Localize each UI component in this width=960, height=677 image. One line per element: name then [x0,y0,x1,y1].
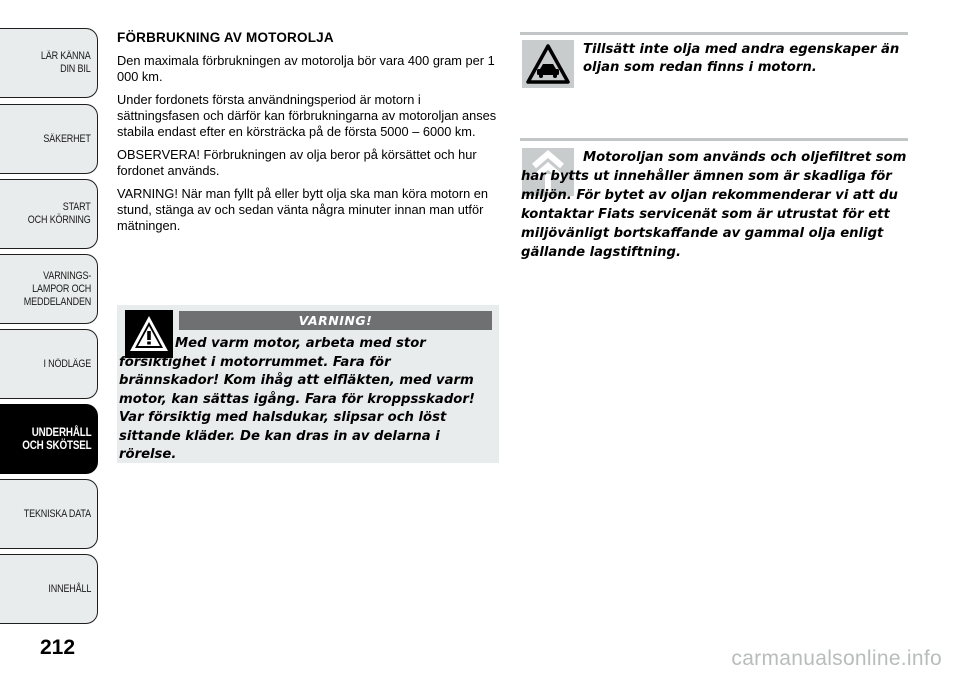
tab-label: INNEHÅLL [48,582,91,595]
warning-label: VARNING! [179,311,492,330]
tab-innehall[interactable] [0,554,98,624]
watermark: carmanualsonline.info [731,647,942,670]
car-caution-triangle-icon [522,40,574,88]
tab-tekniska-data[interactable] [0,479,98,549]
caution-text: Tillsätt inte olja med andra egenskaper än oljan som redan finns i motorn. [583,42,900,75]
environment-text: Motoroljan som används och oljefiltret som har bytts ut innehåller ämnen som är skadliga för miljön. För bytet av oljan rekommenderar vi att du kontaktar Fiats servicenät som är utrustat för ett miljövänligt bortskaffande av gammal olja enligt gällande lagstiftning. [521,150,907,260]
tab-varningslampor[interactable] [0,254,98,324]
paragraph: Den maximala förbrukningen av motorolja bör vara 400 gram per 1 000 km. [117,53,495,84]
environment-text-block [521,148,911,262]
page-number: 212 [40,636,76,659]
warning-text-block [119,335,495,465]
section-heading: FÖRBRUKNING AV MOTOROLJA [117,30,334,45]
warning-text: Med varm motor, arbeta med stor försiktighet i motorrummet. Fara för brännskador! Kom ihåg att elfläkten, med varm motor, kan sättas igång. Fara för kroppsskador! Var försiktig med halsdukar, slipsar och löst sittande kläder. De kan dras in av delarna i rörelse. [119,336,475,462]
tab-underhall-och-skotsel[interactable] [0,404,98,474]
tab-label: TEKNISKA DATA [23,507,91,520]
tab-i-nodlage[interactable] [0,329,98,399]
paragraph: Under fordonets första användningsperiod är motorn i sättningsfasen och därför kan förbrukningarna av motoroljan anses stabila endast efter en körsträcka på de första 5000 – 6000 km. [117,92,497,139]
tab-label: START OCH KÖRNING [28,201,91,226]
tab-label: LÄR KÄNNA DIN BIL [41,50,91,75]
divider [520,138,908,141]
tab-label: SÄKERHET [43,132,91,145]
tab-lar-kanna-din-bil[interactable] [0,28,98,98]
tab-start-och-korning[interactable] [0,179,98,249]
tab-label: I NÖDLÄGE [43,357,91,370]
warning-box [117,305,499,463]
tab-label: UNDERHÅLL OCH SKÖTSEL [21,425,91,452]
tab-sakerhet[interactable] [0,104,98,174]
tab-label: VARNINGS- LAMPOR OCH MEDDELANDEN [23,269,91,308]
paragraph: OBSERVERA! Förbrukningen av olja beror på körsättet och hur fordonet används. [117,147,477,178]
divider [520,32,908,35]
oil-consumption-section [117,30,499,241]
paragraph: VARNING! När man fyllt på eller bytt olja ska man köra motorn en stund, stänga av och sedan vänta några minuter innan man utför mätningen. [117,186,489,233]
